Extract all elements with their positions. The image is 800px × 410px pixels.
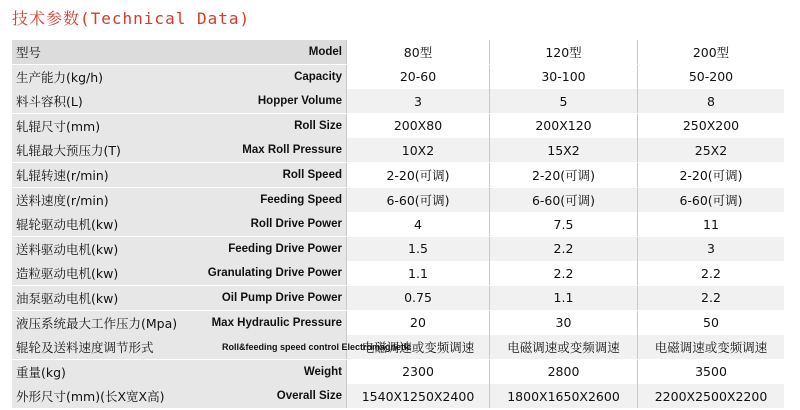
value-cell: 4 — [347, 212, 490, 236]
value-cell: 电磁调速或变频调速 — [490, 335, 638, 359]
row-label-cell — [12, 384, 347, 408]
value-cell: 2.2 — [490, 261, 638, 285]
table-row — [12, 384, 784, 408]
row-label-cn: 生产能力(kg/h) — [16, 69, 104, 85]
value-cell: 2.2 — [638, 286, 784, 310]
row-label-en: Roll Speed — [282, 168, 342, 181]
row-label-en: Granulating Drive Power — [207, 267, 342, 280]
value-cell: 30 — [490, 311, 638, 335]
row-label-cell — [12, 311, 347, 335]
value-cell: 6-60(可调) — [638, 188, 784, 212]
table-row — [12, 188, 784, 212]
row-label-cn: 造粒驱动电机(kw) — [16, 266, 119, 282]
row-label-cell — [12, 188, 347, 212]
value-cell: 1.1 — [347, 261, 490, 285]
table-row — [12, 261, 784, 285]
column-header-80: 80型 — [347, 40, 490, 64]
value-cell: 10X2 — [347, 138, 490, 162]
row-label-en: Roll&feeding speed control Electromagnetic — [222, 342, 412, 353]
value-cell: 2200X2500X2200 — [638, 384, 784, 408]
value-cell: 200X80 — [347, 114, 490, 138]
value-cell: 20 — [347, 311, 490, 335]
row-label-en: Weight — [303, 365, 342, 378]
column-header-120: 120型 — [490, 40, 638, 64]
row-label-cn: 轧辊最大预压力(T) — [16, 143, 121, 159]
value-cell: 15X2 — [490, 138, 638, 162]
value-cell: 电磁调速或变频调速 — [347, 335, 490, 359]
row-label-en: Roll Size — [294, 119, 342, 132]
value-cell: 20-60 — [347, 65, 490, 89]
column-header-200: 200型 — [638, 40, 784, 64]
table-row — [12, 212, 784, 236]
value-cell: 2300 — [347, 360, 490, 384]
row-label-cell — [12, 335, 412, 359]
row-label-cell — [12, 138, 347, 162]
table-row — [12, 89, 784, 113]
table-header-row — [12, 40, 784, 64]
row-label-cell — [12, 114, 347, 138]
table-row — [12, 360, 784, 384]
value-cell: 50 — [638, 311, 784, 335]
value-cell: 1800X1650X2600 — [490, 384, 638, 408]
row-label-en: Capacity — [294, 70, 342, 83]
row-label-cn: 送料驱动电机(kw) — [16, 241, 119, 257]
row-label-cell — [12, 360, 347, 384]
row-label-cell — [12, 212, 347, 236]
row-label-en: Hopper Volume — [257, 95, 342, 108]
table-row — [12, 286, 784, 310]
value-cell: 2.2 — [638, 261, 784, 285]
table-row — [12, 65, 784, 89]
row-label-cn: 重量(kg) — [16, 364, 66, 380]
value-cell: 8 — [638, 89, 784, 113]
value-cell: 7.5 — [490, 212, 638, 236]
row-label-en: Feeding Drive Power — [228, 242, 342, 255]
value-cell: 250X200 — [638, 114, 784, 138]
row-label-en: Max Hydraulic Pressure — [211, 316, 342, 329]
value-cell: 2.2 — [490, 237, 638, 261]
technical-data-table — [12, 40, 784, 409]
table-row — [12, 311, 784, 335]
table-row — [12, 138, 784, 162]
value-cell: 2-20(可调) — [638, 163, 784, 187]
value-cell: 30-100 — [490, 65, 638, 89]
row-label-cell — [12, 163, 347, 187]
row-label-cell — [12, 237, 347, 261]
value-cell: 1540X1250X2400 — [347, 384, 490, 408]
table-row — [12, 163, 784, 187]
table-row — [12, 114, 784, 138]
row-label-en: Feeding Speed — [260, 193, 342, 206]
row-label-cn: 轧辊尺寸(mm) — [16, 118, 101, 134]
value-cell: 3 — [638, 237, 784, 261]
table-row — [12, 335, 784, 359]
row-label-cn: 辊轮驱动电机(kw) — [16, 217, 119, 233]
value-cell: 1.1 — [490, 286, 638, 310]
value-cell: 3500 — [638, 360, 784, 384]
value-cell: 2800 — [490, 360, 638, 384]
value-cell: 50-200 — [638, 65, 784, 89]
value-cell: 25X2 — [638, 138, 784, 162]
table-row — [12, 237, 784, 261]
row-label-cell — [12, 65, 347, 89]
row-label-en: Overall Size — [276, 390, 342, 403]
row-label-cn: 液压系统最大工作压力(Mpa) — [16, 315, 178, 331]
value-cell: 2-20(可调) — [490, 163, 638, 187]
row-label-cn: 送料速度(r/min) — [16, 192, 109, 208]
row-label-cn: 辊轮及送料速度调节形式 — [16, 340, 154, 356]
value-cell: 电磁调速或变频调速 — [638, 335, 784, 359]
value-cell: 6-60(可调) — [490, 188, 638, 212]
value-cell: 200X120 — [490, 114, 638, 138]
header-label-cell — [12, 40, 347, 64]
header-en: Model — [308, 46, 342, 58]
row-label-cn: 轧辊转速(r/min) — [16, 167, 109, 183]
value-cell: 5 — [490, 89, 638, 113]
value-cell: 6-60(可调) — [347, 188, 490, 212]
row-label-cell — [12, 89, 347, 113]
row-label-cell — [12, 261, 347, 285]
row-label-cn: 料斗容积(L) — [16, 94, 83, 110]
value-cell: 2-20(可调) — [347, 163, 490, 187]
value-cell: 1.5 — [347, 237, 490, 261]
header-cn: 型号 — [16, 45, 42, 60]
row-label-cell — [12, 286, 347, 310]
row-label-cn: 外形尺寸(mm)(长X宽X高) — [16, 389, 165, 405]
value-cell: 0.75 — [347, 286, 490, 310]
value-cell: 3 — [347, 89, 490, 113]
value-cell: 11 — [638, 212, 784, 236]
row-label-en: Roll Drive Power — [250, 218, 342, 231]
page-title: 技术参数(Technical Data) — [12, 9, 251, 28]
row-label-cn: 油泵驱动电机(kw) — [16, 290, 119, 306]
row-label-en: Max Roll Pressure — [242, 144, 342, 157]
row-label-en: Oil Pump Drive Power — [221, 291, 342, 304]
